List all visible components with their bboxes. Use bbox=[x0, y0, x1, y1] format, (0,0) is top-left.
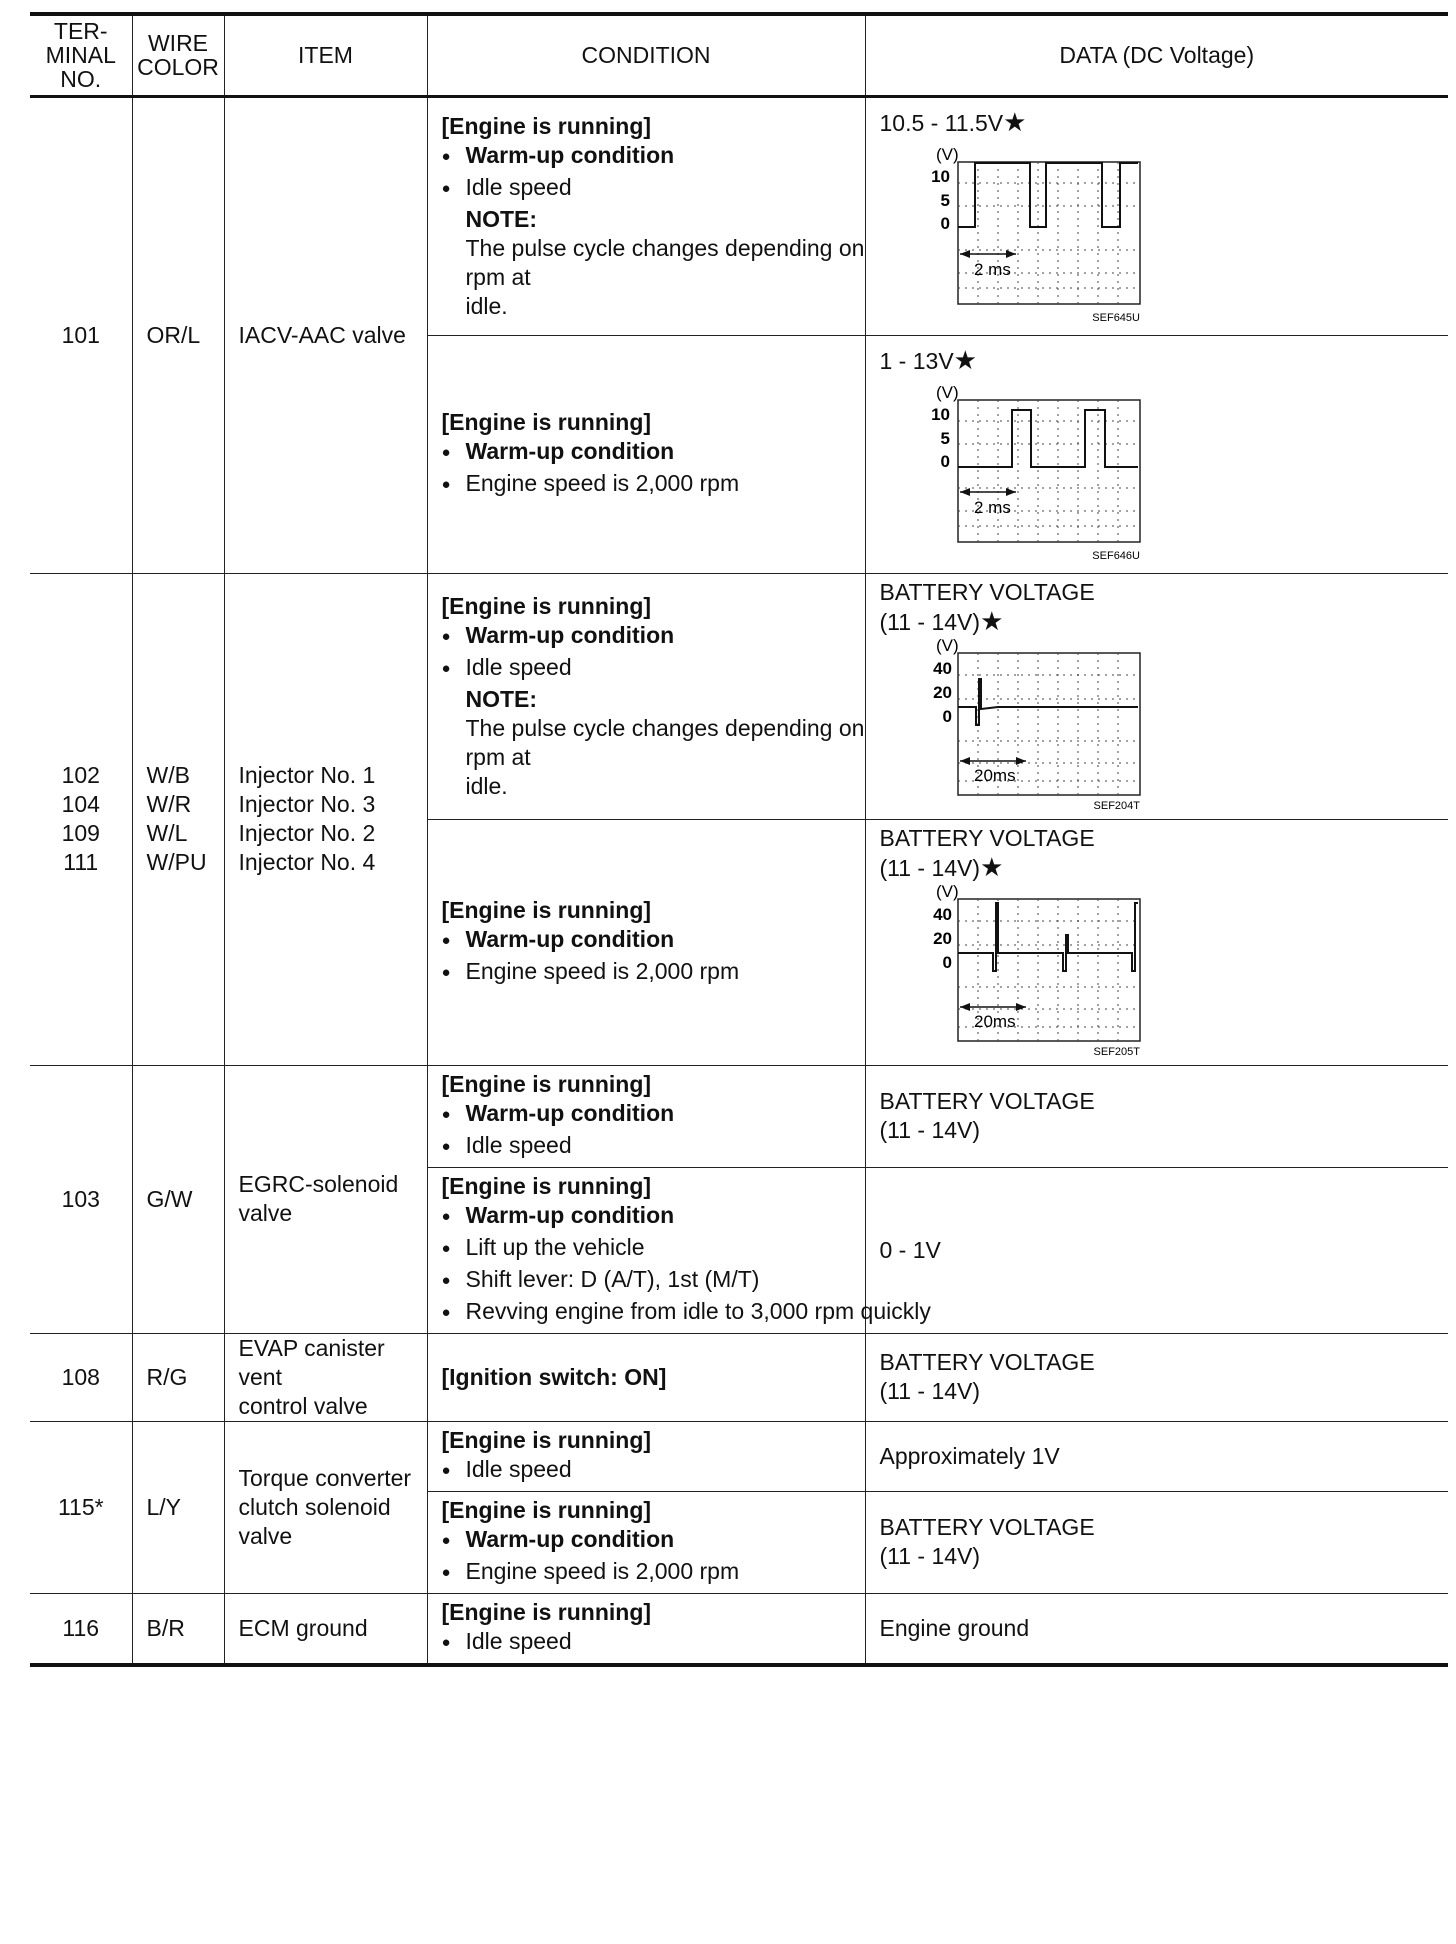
data-cell: BATTERY VOLTAGE (11 - 14V) bbox=[865, 1333, 1448, 1421]
condition-cell: [Engine is running] ● Warm-up condition ● Idle speed NOTE: The pulse cycle changes depending on rpm at idle. bbox=[427, 96, 865, 335]
condition-cell: [Engine is running] ● Warm-up condition ● Idle speed bbox=[427, 1065, 865, 1167]
svg-text:40: 40 bbox=[932, 904, 952, 924]
item-name: ECM ground bbox=[224, 1593, 427, 1665]
oscilloscope-waveform bbox=[880, 637, 1220, 812]
oscilloscope-waveform bbox=[880, 883, 1220, 1058]
item-name: EVAP canister vent control valve bbox=[224, 1333, 427, 1421]
wire-color: OR/L bbox=[132, 96, 224, 573]
data-cell: Approximately 1V bbox=[865, 1421, 1448, 1491]
svg-text:20: 20 bbox=[932, 682, 952, 702]
item-name: EGRC-solenoid valve bbox=[224, 1065, 427, 1333]
data-cell: Engine ground bbox=[865, 1593, 1448, 1665]
header-condition: CONDITION bbox=[427, 14, 865, 96]
data-cell: 0 - 1V bbox=[865, 1167, 1448, 1333]
svg-text:2 ms: 2 ms bbox=[973, 497, 1011, 517]
wire-color: W/B W/R W/L W/PU bbox=[132, 573, 224, 1065]
svg-text:5: 5 bbox=[940, 190, 950, 210]
svg-text:(V): (V) bbox=[935, 882, 959, 901]
data-cell: 10.5 - 11.5V★ (V) 10 5 0 2 ms SEF645U bbox=[865, 96, 1448, 335]
svg-text:SEF204T: SEF204T bbox=[1093, 799, 1140, 812]
table-row bbox=[30, 573, 1448, 819]
table-row bbox=[30, 96, 1448, 335]
data-cell: BATTERY VOLTAGE (11 - 14V)★ (V) 40 20 0 20ms SEF205T bbox=[865, 819, 1448, 1065]
svg-text:10: 10 bbox=[930, 166, 950, 186]
item-name: Injector No. 1 Injector No. 3 Injector No. 2 Injector No. 4 bbox=[224, 573, 427, 1065]
condition-cell: [Engine is running] ● Warm-up condition ● Lift up the vehicle ● Shift lever: D (A/T), 1st (M/T) ● Revving engine from idle to 3,000 rpm quickly bbox=[427, 1167, 865, 1333]
condition-cell: [Engine is running] ● Warm-up condition ● Engine speed is 2,000 rpm bbox=[427, 335, 865, 573]
svg-text:SEF205T: SEF205T bbox=[1093, 1045, 1140, 1058]
table-row bbox=[30, 1421, 1448, 1491]
data-cell: BATTERY VOLTAGE (11 - 14V) bbox=[865, 1065, 1448, 1167]
header-terminal: TER- MINAL NO. bbox=[30, 14, 132, 96]
terminal-no: 115* bbox=[30, 1421, 132, 1593]
data-cell: 1 - 13V★ (V) 10 5 0 2 ms SEF646U bbox=[865, 335, 1448, 573]
terminal-no: 102 104 109 111 bbox=[30, 573, 132, 1065]
svg-text:0: 0 bbox=[940, 213, 950, 233]
table-row bbox=[30, 1593, 1448, 1665]
wire-color: L/Y bbox=[132, 1421, 224, 1593]
svg-text:2 ms: 2 ms bbox=[973, 259, 1011, 279]
oscilloscope-waveform bbox=[880, 376, 1220, 566]
table-row bbox=[30, 1065, 1448, 1167]
svg-text:(V): (V) bbox=[935, 382, 959, 402]
terminal-no: 108 bbox=[30, 1333, 132, 1421]
condition-cell: [Engine is running] ● Warm-up condition ● Idle speed NOTE: The pulse cycle changes depending on rpm at idle. bbox=[427, 573, 865, 819]
svg-text:5: 5 bbox=[940, 428, 950, 448]
wire-color: G/W bbox=[132, 1065, 224, 1333]
header-row bbox=[30, 14, 1448, 96]
svg-text:20: 20 bbox=[932, 928, 952, 948]
svg-text:0: 0 bbox=[942, 706, 952, 726]
terminal-no: 116 bbox=[30, 1593, 132, 1665]
header-data: DATA (DC Voltage) bbox=[865, 14, 1448, 96]
svg-text:(V): (V) bbox=[935, 144, 959, 164]
svg-text:SEF646U: SEF646U bbox=[1091, 549, 1140, 562]
svg-text:40: 40 bbox=[932, 658, 952, 678]
condition-cell: [Ignition switch: ON] bbox=[427, 1333, 865, 1421]
oscilloscope-waveform bbox=[880, 138, 1220, 328]
data-cell: BATTERY VOLTAGE (11 - 14V)★ (V) 40 20 0 20ms SEF204T bbox=[865, 573, 1448, 819]
wire-color: B/R bbox=[132, 1593, 224, 1665]
wire-color: R/G bbox=[132, 1333, 224, 1421]
condition-cell: [Engine is running] ● Idle speed bbox=[427, 1421, 865, 1491]
data-cell: BATTERY VOLTAGE (11 - 14V) bbox=[865, 1491, 1448, 1593]
header-wire-color: WIRE COLOR bbox=[132, 14, 224, 96]
terminal-data-table bbox=[30, 12, 1448, 1667]
svg-text:0: 0 bbox=[940, 451, 950, 471]
terminal-no: 103 bbox=[30, 1065, 132, 1333]
terminal-no: 101 bbox=[30, 96, 132, 573]
condition-cell: [Engine is running] ● Warm-up condition ● Engine speed is 2,000 rpm bbox=[427, 819, 865, 1065]
svg-text:0: 0 bbox=[942, 952, 952, 972]
condition-cell: [Engine is running] ● Warm-up condition ● Engine speed is 2,000 rpm bbox=[427, 1491, 865, 1593]
item-name: IACV-AAC valve bbox=[224, 96, 427, 573]
svg-text:(V): (V) bbox=[935, 636, 959, 655]
svg-text:20ms: 20ms bbox=[973, 765, 1016, 785]
svg-text:20ms: 20ms bbox=[973, 1011, 1016, 1031]
item-name: Torque converter clutch solenoid valve bbox=[224, 1421, 427, 1593]
condition-cell: [Engine is running] ● Idle speed bbox=[427, 1593, 865, 1665]
svg-text:SEF645U: SEF645U bbox=[1091, 311, 1140, 324]
svg-text:10: 10 bbox=[930, 404, 950, 424]
table-row bbox=[30, 1333, 1448, 1421]
header-item: ITEM bbox=[224, 14, 427, 96]
